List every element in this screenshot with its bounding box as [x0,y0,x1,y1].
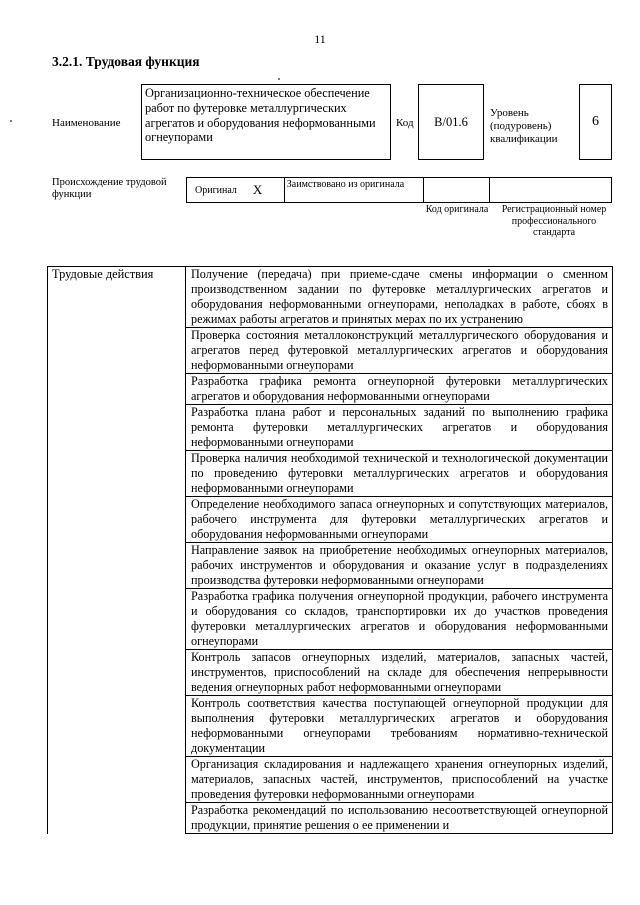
labor-action-item: Получение (передача) при приеме-сдаче смены информации о сменном производственном задании по футеровке металлургических агрегатов и оборудования неформованными огнеупорами, неполадках в работе, сбоях в режимах работы агрегатов и принятых мерах по их устранению [186,267,613,328]
section-heading: 3.2.1. Трудовая функция [52,54,200,69]
labor-action-item: Проверка состояния металлоконструкций металлургического оборудования и агрегатов перед футеровкой металлургических агрегатов и оборудования неформованными огнеупорами [186,328,613,374]
original-code-caption: Код оригинала [425,204,489,215]
origin-label: Происхождение трудовой функции [52,177,167,201]
scan-speck [10,120,12,122]
registration-number-caption: Регистрационный номер профессионального стандарта [501,204,607,238]
original-cell [187,178,285,202]
borrowed-cell: Заимствовано из оригинала [285,178,425,202]
level-label: Уровень (подуровень) квалификации [490,107,558,145]
labor-action-item: Контроль соответствия качества поступающей огнеупорной продукции для выполнения футеровки металлургических агрегатов и оборудования неформованными огнеупорами требованиям нормативно-технической документации [186,696,613,757]
page-number: 11 [314,32,326,46]
original-label: Оригинал [195,184,237,196]
table-row [48,267,613,328]
labor-action-item: Направление заявок на приобретение необходимых огнеупорных материалов, рабочих инструментов и оборудования и оказание услуг в подразделениях производства футеровки неформованными огнеупорами [186,543,613,589]
labor-action-item: Разработка плана работ и персональных заданий по выполнению графика ремонта футеровки металлургических агрегатов и оборудования неформованными огнеупорами [186,405,613,451]
code-label: Код [396,117,414,129]
labor-action-item: Контроль запасов огнеупорных изделий, материалов, запасных частей, инструментов, приспособлений на складе для обеспечения непрерывности ведения огнеупорных работ неформованными огнеупорами [186,650,613,696]
original-code-cell [424,178,490,202]
qualification-level-box: 6 [579,84,612,160]
labor-actions-label: Трудовые действия [48,267,186,834]
labor-action-item: Разработка графика ремонта огнеупорной футеровки металлургических агрегатов и оборудования неформованными огнеупорами [186,374,613,405]
original-mark: X [252,182,263,197]
registration-number-cell [490,178,612,202]
labor-action-item: Проверка наличия необходимой технической и технологической документации по проведению футеровки металлургических агрегатов и оборудования неформованными огнеупорами [186,451,613,497]
labor-actions-table [47,266,613,834]
origin-row [186,177,612,203]
labor-action-item: Разработка графика получения огнеупорной продукции, рабочего инструмента и оборудования со складов, транспортировки их до участков проведения футеровки металлургических агрегатов и оборудования неформованными огнеупорами [186,589,613,650]
function-code-box: В/01.6 [418,84,484,160]
labor-action-item: Разработка рекомендаций по использованию несоответствующей огнеупорной продукции, принятие решения о ее применении и [186,803,613,834]
scan-speck [278,78,280,80]
name-label: Наименование [52,117,121,129]
labor-action-item: Определение необходимого запаса огнеупорных и сопутствующих материалов, рабочего инструмента для футеровки металлургических агрегатов и оборудования неформованными огнеупорами [186,497,613,543]
labor-action-item: Организация складирования и надлежащего хранения огнеупорных изделий, материалов, запасных частей, инструментов, приспособлений на участке проведения футеровки неформованными огнеупорами [186,757,613,803]
function-name-box: Организационно-техническое обеспечение работ по футеровке металлургических агрегатов и оборудования неформованными огнеупорами [141,84,391,160]
